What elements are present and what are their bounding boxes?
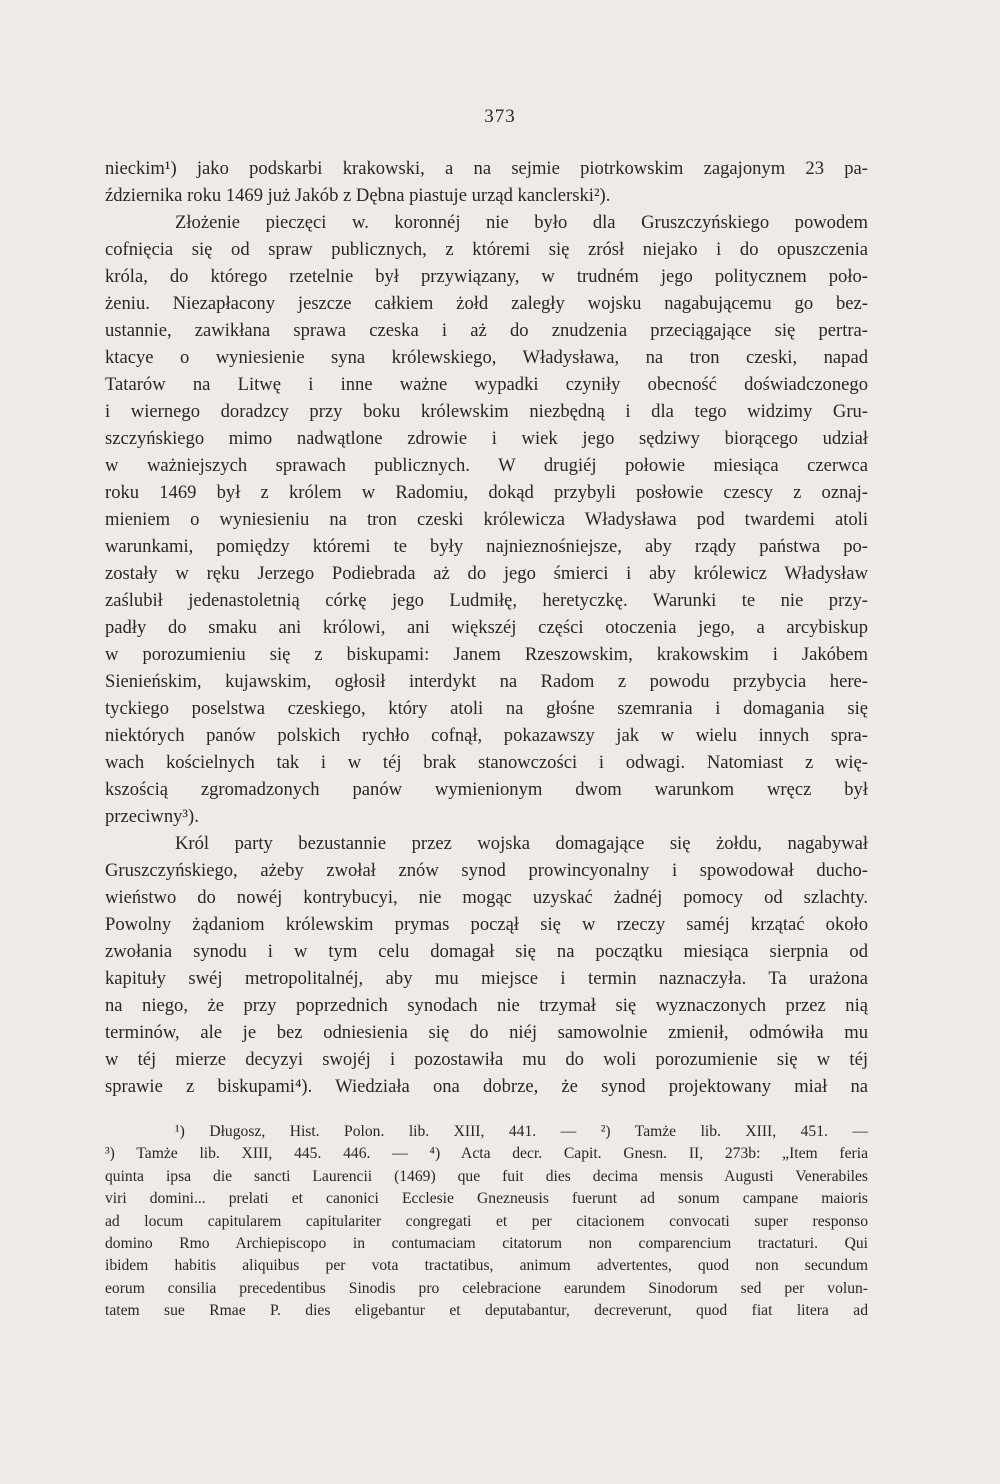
text-line: zwołania synodu i w tym celu domagał się na początku miesiąca sierpnia od (105, 941, 868, 962)
text-line: na niego, że przy poprzednich synodach nie trzymał się wyznaczonych przez nią (105, 995, 868, 1016)
body-text (105, 155, 868, 1100)
footnotes (105, 1121, 868, 1323)
text-line: w ważniejszych sprawach publicznych. W drugiéj połowie miesiąca czerwca (105, 455, 868, 476)
text-line: kapituły swéj metropolitalnéj, aby mu miejsce i termin naznaczyła. Ta urażona (105, 968, 868, 989)
text-line: Król party bezustannie przez wojska domagające się żołdu, nagabywał (175, 833, 868, 854)
text-line: żeniu. Niezapłacony jeszcze całkiem żołd zaległy wojsku nagabującemu go bez- (105, 293, 868, 314)
text-line: terminów, ale je bez odniesienia się do niéj samowolnie zmienił, odmówiła mu (105, 1022, 868, 1043)
footnote-line: ad locum capitularem capitulariter congregati et per citacionem convocati super responso (105, 1212, 868, 1230)
text-line: mieniem o wyniesieniu na tron czeski królewicza Władysława pod twardemi atoli (105, 509, 868, 530)
text-line: wach kościelnych tak i w téj brak stanowczości i odwagi. Natomiast z wię- (105, 752, 868, 773)
text-line: Powolny żądaniom królewskim prymas począł się w rzeczy saméj krzątać około (105, 914, 868, 935)
footnote-line: tatem sue Rmae P. dies eligebantur et deputabantur, decreverunt, quod fiat litera ad (105, 1302, 868, 1320)
text-line: Sienieńskim, kujawskim, ogłosił interdykt na Radom z powodu przybycia here- (105, 671, 868, 692)
text-line: roku 1469 był z królem w Radomiu, dokąd przybyli posłowie czescy z oznaj- (105, 482, 868, 503)
text-line: przeciwny³). (105, 806, 199, 827)
page-number: 373 (484, 106, 516, 127)
text-line: warunkami, pomiędzy któremi te były najnieznośniejsze, aby rządy państwa po- (105, 536, 868, 557)
text-line: zostały w ręku Jerzego Podiebrada aż do jego śmierci i aby królewicz Władysław (105, 563, 868, 584)
text-line: ktacye o wyniesienie syna królewskiego, Władysława, na tron czeski, napad (105, 347, 868, 368)
footnote-line: ibidem habitis aliquibus per vota tractatibus, animum advertentes, quod non secundum (105, 1257, 868, 1275)
text-line: zaślubił jedenastoletnią córkę jego Ludmiłę, heretyczkę. Warunki te nie przy- (105, 590, 868, 611)
text-line: kszością zgromadzonych panów wymienionym dwom warunkom wręcz był (105, 779, 868, 800)
text-line: cofnięcia się od spraw publicznych, z któremi się zrósł niejako i do opuszczenia (105, 239, 868, 260)
footnote-line: ¹) Długosz, Hist. Polon. lib. XIII, 441. — ²) Tamże lib. XIII, 451. — (175, 1123, 868, 1140)
text-line: niektórych panów polskich rychło cofnął, pokazawszy jak w wielu innych spra- (105, 725, 868, 746)
text-line: w porozumieniu się z biskupami: Janem Rzeszowskim, krakowskim i Jakóbem (105, 644, 868, 665)
text-line: ustannie, zawikłana sprawa czeska i aż do znudzenia przeciągające się pertra- (105, 320, 868, 341)
text-line: padły do smaku ani królowi, ani większéj części otoczenia jego, a arcybiskup (105, 617, 868, 638)
text-line: ździernika roku 1469 już Jakób z Dębna piastuje urząd kanclerski²). (105, 185, 611, 206)
text-line: Gruszczyńskiego, ażeby zwołał znów synod prowincyonalny i spowodował ducho- (105, 860, 868, 881)
footnote-line: domino Rmo Archiepiscopo in contumaciam citatorum non comparencium tractaturi. Qui (105, 1234, 868, 1252)
text-line: wieństwo do nowéj kontrybucyi, nie mogąc uzyskać żadnéj pomocy od szlachty. (105, 887, 868, 908)
text-line: sprawie z biskupami⁴). Wiedziała ona dobrze, że synod projektowany miał na (105, 1076, 868, 1097)
footnote-line: quinta ipsa die sancti Laurencii (1469) que fuit dies decima mensis Augusti Venerabiles (105, 1167, 868, 1185)
text-line: w téj mierze decyzyi swojéj i pozostawiła mu do woli porozumienie się w téj (105, 1049, 868, 1070)
text-line: szczyńskiego mimo nadwątlone zdrowie i wiek jego sędziwy biorącego udział (105, 428, 868, 449)
text-line: tyckiego poselstwa czeskiego, który atoli na głośne szemrania i domagania się (105, 698, 868, 719)
footnote-line: ³) Tamże lib. XIII, 445. 446. — ⁴) Acta decr. Capit. Gnesn. II, 273b: „Item feria (105, 1145, 868, 1163)
footnote-line: viri domini... prelati et canonici Ecclesie Gnezneusis fuerunt ad sonum campane maioris (105, 1190, 868, 1208)
text-line: Tatarów na Litwę i inne ważne wypadki czyniły obecność doświadczonego (105, 374, 868, 395)
text-line: króla, do którego rzetelnie był przywiązany, w trudném jego politycznem poło- (105, 266, 868, 287)
text-line: i wiernego doradzcy przy boku królewskim niezbędną i dla tego widzimy Gru- (105, 401, 868, 422)
footnote-line: eorum consilia precedentibus Sinodis pro celebracione earundem Sinodorum sed per volun- (105, 1279, 868, 1297)
text-line: Złożenie pieczęci w. koronnéj nie było dla Gruszczyńskiego powodem (175, 212, 868, 233)
text-line: nieckim¹) jako podskarbi krakowski, a na sejmie piotrkowskim zagajonym 23 pa- (105, 158, 868, 179)
